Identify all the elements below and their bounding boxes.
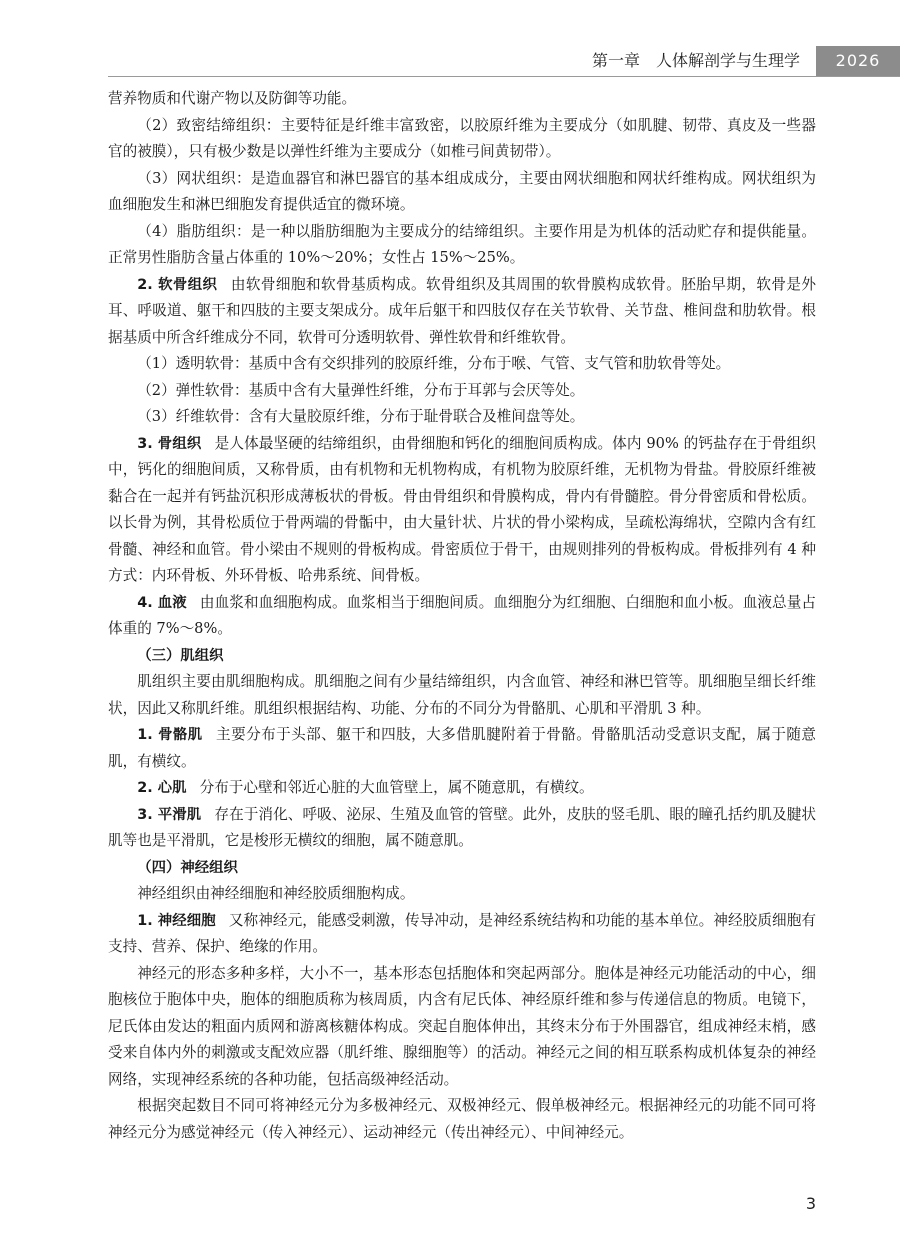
- paragraph: [108, 404, 816, 431]
- paragraph: [108, 351, 816, 378]
- year-badge: 2026: [816, 46, 900, 76]
- header-rule: [108, 76, 900, 77]
- subsection-title: 3. 骨组织: [137, 435, 202, 452]
- paragraph: [108, 113, 816, 166]
- paragraph-text: 是人体最坚硬的结缔组织，由骨细胞和钙化的细胞间质构成。体内 90% 的钙盐存在于骨组织中，钙化的细胞间质，又称骨质，由有机物和无机物构成，有机物为胶原纤维，无机物为骨盐。骨胶原纤维被黏合在一起并有钙盐沉积形成薄板状的骨板。骨由骨组织和骨膜构成，骨内有骨髓腔。骨分骨密质和骨松质。以长骨为例，其骨松质位于骨两端的骨骺中，由大量针状、片状的骨小梁构成，呈疏松海绵状，空隙内含有红骨髓、神经和血管。骨小梁由不规则的骨板构成。骨密质位于骨干，由规则排列的骨板构成。骨板排列有 4 种方式：内环骨板、外环骨板、哈弗系统、间骨板。: [108, 434, 816, 584]
- paragraph: [108, 166, 816, 219]
- paragraph: [108, 590, 816, 643]
- paragraph-text: （1）透明软骨：基质中含有交织排列的胶原纤维，分布于喉、气管、支气管和肋软骨等处。: [137, 355, 731, 372]
- paragraph-text: 根据突起数目不同可将神经元分为多极神经元、双极神经元、假单极神经元。根据神经元的功能不同可将神经元分为感觉神经元（传入神经元）、运动神经元（传出神经元）、中间神经元。: [108, 1097, 816, 1141]
- chapter-title: 第一章 人体解剖学与生理学: [591, 51, 800, 70]
- subsection-title: 4. 血液: [137, 594, 187, 611]
- paragraph-text: （3）网状组织：是造血器官和淋巴器官的基本组成成分，主要由网状细胞和网状纤维构成。网状组织为血细胞发生和淋巴细胞发育提供适宜的微环境。: [108, 169, 816, 213]
- paragraph-text: 主要分布于头部、躯干和四肢，大多借肌腱附着于骨骼。骨骼肌活动受意识支配，属于随意肌，有横纹。: [108, 726, 816, 770]
- paragraph: [108, 272, 816, 352]
- subsection-title: 1. 神经细胞: [137, 912, 216, 929]
- page-body: [108, 86, 816, 1146]
- paragraph-text: 由血浆和血细胞构成。血浆相当于细胞间质。血细胞分为红细胞、白细胞和血小板。血液总量占体重的 7%～8%。: [108, 593, 816, 637]
- running-header: [0, 46, 900, 80]
- paragraph: [108, 802, 816, 855]
- subsection-title: 2. 心肌: [137, 780, 187, 796]
- paragraph-text: 分布于心壁和邻近心脏的大血管壁上，属不随意肌，有横纹。: [199, 779, 594, 796]
- paragraph: [108, 722, 816, 775]
- paragraph-text: 存在于消化、呼吸、泌尿、生殖及血管的管壁。此外，皮肤的竖毛肌、眼的瞳孔括约肌及腱状肌等也是平滑肌，它是梭形无横纹的细胞，属不随意肌。: [108, 805, 816, 849]
- subsection-title: 3. 平滑肌: [137, 806, 202, 823]
- paragraph-text: （2）致密结缔组织：主要特征是纤维丰富致密，以胶原纤维为主要成分（如肌腱、韧带、真皮及一些器官的被膜），只有极少数是以弹性纤维为主要成分（如椎弓间黄韧带）。: [108, 116, 816, 160]
- subsection-title: 2. 软骨组织: [137, 276, 218, 293]
- subsection-title: 1. 骨骼肌: [137, 727, 203, 743]
- paragraph: [108, 669, 816, 722]
- paragraph-text: 又称神经元，能感受刺激，传导冲动，是神经系统结构和功能的基本单位。神经胶质细胞有支持、营养、保护、绝缘的作用。: [108, 911, 816, 955]
- paragraph-text: （3）纤维软骨：含有大量胶原纤维，分布于耻骨联合及椎间盘等处。: [137, 408, 585, 425]
- paragraph-text: （2）弹性软骨：基质中含有大量弹性纤维，分布于耳郭与会厌等处。: [137, 381, 585, 399]
- paragraph: [108, 378, 816, 405]
- paragraph-text: 由软骨细胞和软骨基质构成。软骨组织及其周围的软骨膜构成软骨。胚胎早期，软骨是外耳、呼吸道、躯干和四肢的主要支架成分。成年后躯干和四肢仅存在关节软骨、关节盘、椎间盘和肋软骨。根据基质中所含纤维成分不同，软骨可分透明软骨、弹性软骨和纤维软骨。: [108, 275, 816, 346]
- paragraph-text: 神经组织由神经细胞和神经胶质细胞构成。: [137, 885, 415, 902]
- paragraph: [108, 86, 816, 113]
- section-heading: [108, 643, 816, 670]
- paragraph: [108, 219, 816, 272]
- paragraph-text: 神经元的形态多种多样，大小不一，基本形态包括胞体和突起两部分。胞体是神经元功能活动的中心，细胞核位于胞体中央，胞体的细胞质称为核周质，内含有尼氏体、神经原纤维和参与传递信息的物质。电镜下，尼氏体由发达的粗面内质网和游离核糖体构成。突起自胞体伸出，其终末分布于外围器官，组成神经末梢，感受来自体内外的刺激或支配效应器（肌纤维、腺细胞等）的活动。神经元之间的相互联系构成机体复杂的神经网络，实现神经系统的各种功能，包括高级神经活动。: [108, 964, 816, 1088]
- paragraph-text: 营养物质和代谢产物以及防御等功能。: [108, 90, 357, 107]
- section-heading: [108, 855, 816, 882]
- paragraph: [108, 1093, 816, 1146]
- paragraph: [108, 431, 816, 590]
- paragraph-text: （4）脂肪组织：是一种以脂肪细胞为主要成分的结缔组织。主要作用是为机体的活动贮存和提供能量。正常男性脂肪含量占体重的 10%～20%；女性占 15%～25%。: [108, 222, 816, 266]
- paragraph: [108, 881, 816, 908]
- paragraph: [108, 908, 816, 961]
- section-title: （四）神经组织: [137, 859, 238, 876]
- paragraph: [108, 961, 816, 1094]
- paragraph: [108, 775, 816, 802]
- page-number: 3: [805, 1194, 816, 1213]
- paragraph-text: 肌组织主要由肌细胞构成。肌细胞之间有少量结缔组织，内含血管、神经和淋巴管等。肌细胞呈细长纤维状，因此又称肌纤维。肌组织根据结构、功能、分布的不同分为骨骼肌、心肌和平滑肌 3 种。: [108, 673, 816, 717]
- section-title: （三）肌组织: [137, 647, 224, 664]
